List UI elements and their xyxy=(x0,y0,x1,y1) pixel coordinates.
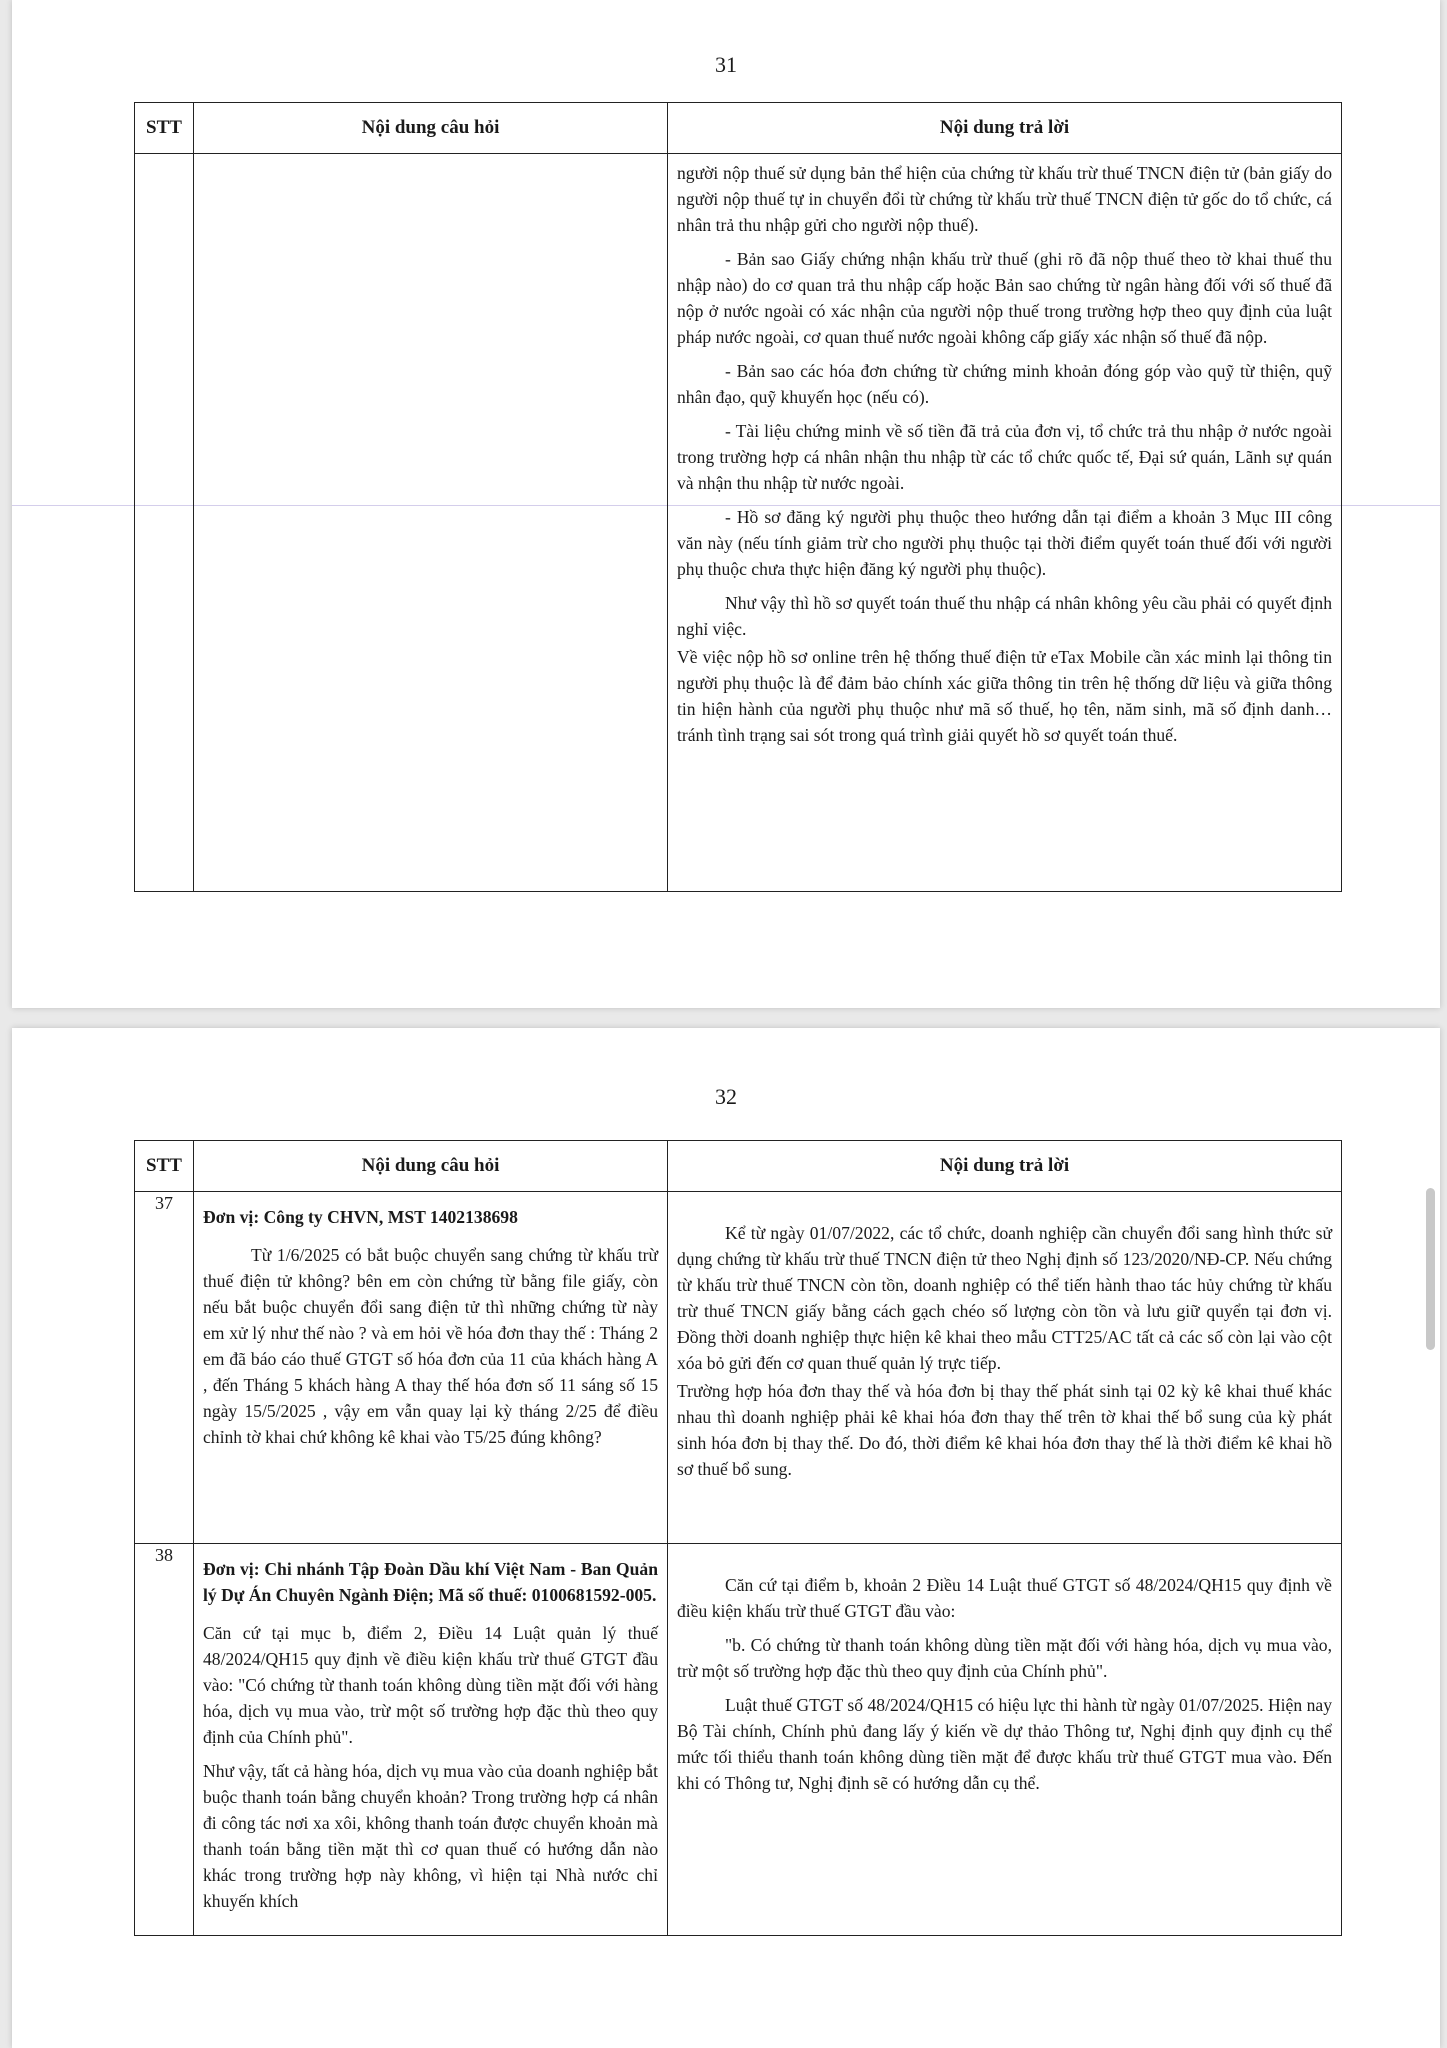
answer-paragraph: - Bản sao các hóa đơn chứng từ chứng minh khoản đóng góp vào quỹ từ thiện, quỹ nhân đạo, quỹ khuyến học (nếu có). xyxy=(677,361,1332,407)
answer-paragraph: "b. Có chứng từ thanh toán không dùng tiền mặt đối với hàng hóa, dịch vụ mua vào, trừ một số trường hợp đặc thù theo quy định của Chính phủ". xyxy=(677,1635,1332,1681)
qa-table xyxy=(134,1140,1342,1936)
spacer xyxy=(677,1550,1332,1572)
answer-paragraph: Kể từ ngày 01/07/2022, các tổ chức, doanh nghiệp cần chuyển đổi sang hình thức sử dụng chứng từ khấu trừ thuế TNCN điện tử theo Nghị định số 123/2020/NĐ-CP. Nếu chứng từ khấu trừ thuế TNCN còn tồn, doanh nghiệp có thể tiến hành thao tác hủy chứng từ khấu trừ thuế TNCN giấy bằng cách gạch chéo số lượng còn tồn và lưu giữ quyển tại đơn vị. Đồng thời doanh nghiệp thực hiện kê khai theo mẫu CTT25/AC tất cả các số còn lại vào cột xóa bỏ gửi đến cơ quan thuế quản lý trực tiếp. xyxy=(677,1223,1332,1373)
scrollbar-thumb[interactable] xyxy=(1426,1188,1435,1350)
table-row xyxy=(135,1192,1342,1544)
qa-table xyxy=(134,102,1342,892)
table-header-row xyxy=(135,103,1342,154)
document-page-32 xyxy=(12,1028,1440,2048)
answer-paragraph: Căn cứ tại điểm b, khoản 2 Điều 14 Luật thuế GTGT số 48/2024/QH15 quy định về điều kiện khấu trừ thuế GTGT đầu vào: xyxy=(677,1575,1332,1621)
question-cell xyxy=(194,1544,668,1936)
answer-paragraph: - Hồ sơ đăng ký người phụ thuộc theo hướng dẫn tại điểm a khoản 3 Mục III công văn này (nếu tính giảm trừ cho người phụ thuộc tại thời điểm quyết toán thuế đối với người phụ thuộc chưa thực hiện đăng ký người phụ thuộc). xyxy=(677,507,1332,579)
question-paragraph: Từ 1/6/2025 có bắt buộc chuyển sang chứng từ khấu trừ thuế điện tử không? bên em còn chứng từ bằng file giấy, còn nếu bắt buộc chuyển đổi sang điện tử thì những chứng từ này em xử lý như thế nào ? và em hỏi về hóa đơn thay thế : Tháng 2 em đã báo cáo thuế GTGT số hóa đơn của 11 của khách hàng A , đến Tháng 5 khách hàng A thay thế hóa đơn số 11 sáng số 15 ngày 15/5/2025 , vậy em vẫn quay lại kỳ tháng 2/25 để điều chỉnh tờ khai chứ không kê khai vào T5/25 đúng không? xyxy=(203,1245,658,1447)
header-stt: STT xyxy=(135,103,194,154)
header-question: Nội dung câu hỏi xyxy=(194,103,668,154)
page-number: 31 xyxy=(715,52,737,77)
unit-label: Đơn vị: Chi nhánh Tập Đoàn Dầu khí Việt Nam - Ban Quản lý Dự Án Chuyên Ngành Điện; Mã số thuế: 0100681592-005. xyxy=(203,1559,658,1605)
document-page-31 xyxy=(12,0,1440,1008)
header-question: Nội dung câu hỏi xyxy=(194,1141,668,1192)
stt-cell: 37 xyxy=(135,1192,194,1544)
table-header-row xyxy=(135,1141,1342,1192)
stt-cell xyxy=(135,154,194,892)
unit-label: Đơn vị: Công ty CHVN, MST 1402138698 xyxy=(203,1207,518,1227)
question-paragraph: Như vậy, tất cả hàng hóa, dịch vụ mua vào của doanh nghiệp bắt buộc thanh toán bằng chuyển khoản? Trong trường hợp cá nhân đi công tác nơi xa xôi, không thanh toán được chuyển khoản mà thanh toán bằng tiền mặt thì cơ quan thuế có hướng dẫn nào khác trong trường hợp này không, vì hiện tại Nhà nước chỉ khuyến khích xyxy=(203,1761,658,1911)
answer-paragraph: - Tài liệu chứng minh về số tiền đã trả của đơn vị, tổ chức trả thu nhập ở nước ngoài trong trường hợp cá nhân nhận thu nhập từ các tổ chức quốc tế, Đại sứ quán, Lãnh sự quán và nhận thu nhập từ nước ngoài. xyxy=(677,421,1332,493)
header-answer: Nội dung trả lời xyxy=(668,103,1342,154)
answer-paragraph: người nộp thuế sử dụng bản thể hiện của chứng từ khấu trừ thuế TNCN điện tử (bản giấy do người nộp thuế tự in chuyển đổi từ chứng từ khấu trừ thuế TNCN điện tử gốc do tổ chức, cá nhân trả thu nhập gửi cho người nộp thuế). xyxy=(677,163,1332,235)
answer-cell xyxy=(668,154,1342,892)
table-row xyxy=(135,1544,1342,1936)
answer-paragraph: Như vậy thì hồ sơ quyết toán thuế thu nhập cá nhân không yêu cầu phải có quyết định nghỉ việc. xyxy=(677,593,1332,639)
question-cell xyxy=(194,1192,668,1544)
stt-cell: 38 xyxy=(135,1544,194,1936)
answer-cell xyxy=(668,1192,1342,1544)
answer-cell xyxy=(668,1544,1342,1936)
answer-paragraph: - Bản sao Giấy chứng nhận khấu trừ thuế (ghi rõ đã nộp thuế theo tờ khai thuế thu nhập nào) do cơ quan trả thu nhập cấp hoặc Bản sao chứng từ ngân hàng đối với số thuế đã nộp ở nước ngoài có xác nhận của người nộp thuế trong trường hợp theo quy định của luật pháp nước ngoài, cơ quan thuế nước ngoài không cấp giấy xác nhận số thuế đã nộp. xyxy=(677,249,1332,347)
header-answer: Nội dung trả lời xyxy=(668,1141,1342,1192)
page-number: 32 xyxy=(715,1084,737,1109)
answer-paragraph: Về việc nộp hồ sơ online trên hệ thống thuế điện tử eTax Mobile cần xác minh lại thông tin người phụ thuộc là để đảm bảo chính xác giữa thông tin trên hệ thống dữ liệu và giữa thông tin hiện hành của người phụ thuộc như mã số thuế, họ tên, năm sinh, mã số định danh… tránh tình trạng sai sót trong quá trình giải quyết hồ sơ quyết toán thuế. xyxy=(677,647,1332,745)
spacer xyxy=(677,1198,1332,1220)
table-row xyxy=(135,154,1342,892)
answer-paragraph: Luật thuế GTGT số 48/2024/QH15 có hiệu lực thi hành từ ngày 01/07/2025. Hiện nay Bộ Tài chính, Chính phủ đang lấy ý kiến về dự thảo Thông tư, Nghị định quy định cụ thể mức tối thiểu thanh toán không dùng tiền mặt để được khấu trừ thuế GTGT mua vào. Đến khi có Thông tư, Nghị định sẽ có hướng dẫn cụ thể. xyxy=(677,1695,1332,1793)
header-stt: STT xyxy=(135,1141,194,1192)
question-cell xyxy=(194,154,668,892)
question-paragraph: Căn cứ tại mục b, điểm 2, Điều 14 Luật quản lý thuế 48/2024/QH15 quy định về điều kiện khấu trừ thuế GTGT đầu vào: "Có chứng từ thanh toán không dùng tiền mặt đối với hàng hóa, dịch vụ mua vào, trừ một số trường hợp đặc thù theo quy định của Chính phủ". xyxy=(203,1623,658,1747)
answer-paragraph: Trường hợp hóa đơn thay thế và hóa đơn bị thay thế phát sinh tại 02 kỳ kê khai thuế khác nhau thì doanh nghiệp phải kê khai hóa đơn thay thế trên tờ khai thế bổ sung của kỳ phát sinh hóa đơn bị thay thế. Do đó, thời điểm kê khai hóa đơn thay thế là thời điểm kê khai hồ sơ thuế bổ sung. xyxy=(677,1381,1332,1479)
